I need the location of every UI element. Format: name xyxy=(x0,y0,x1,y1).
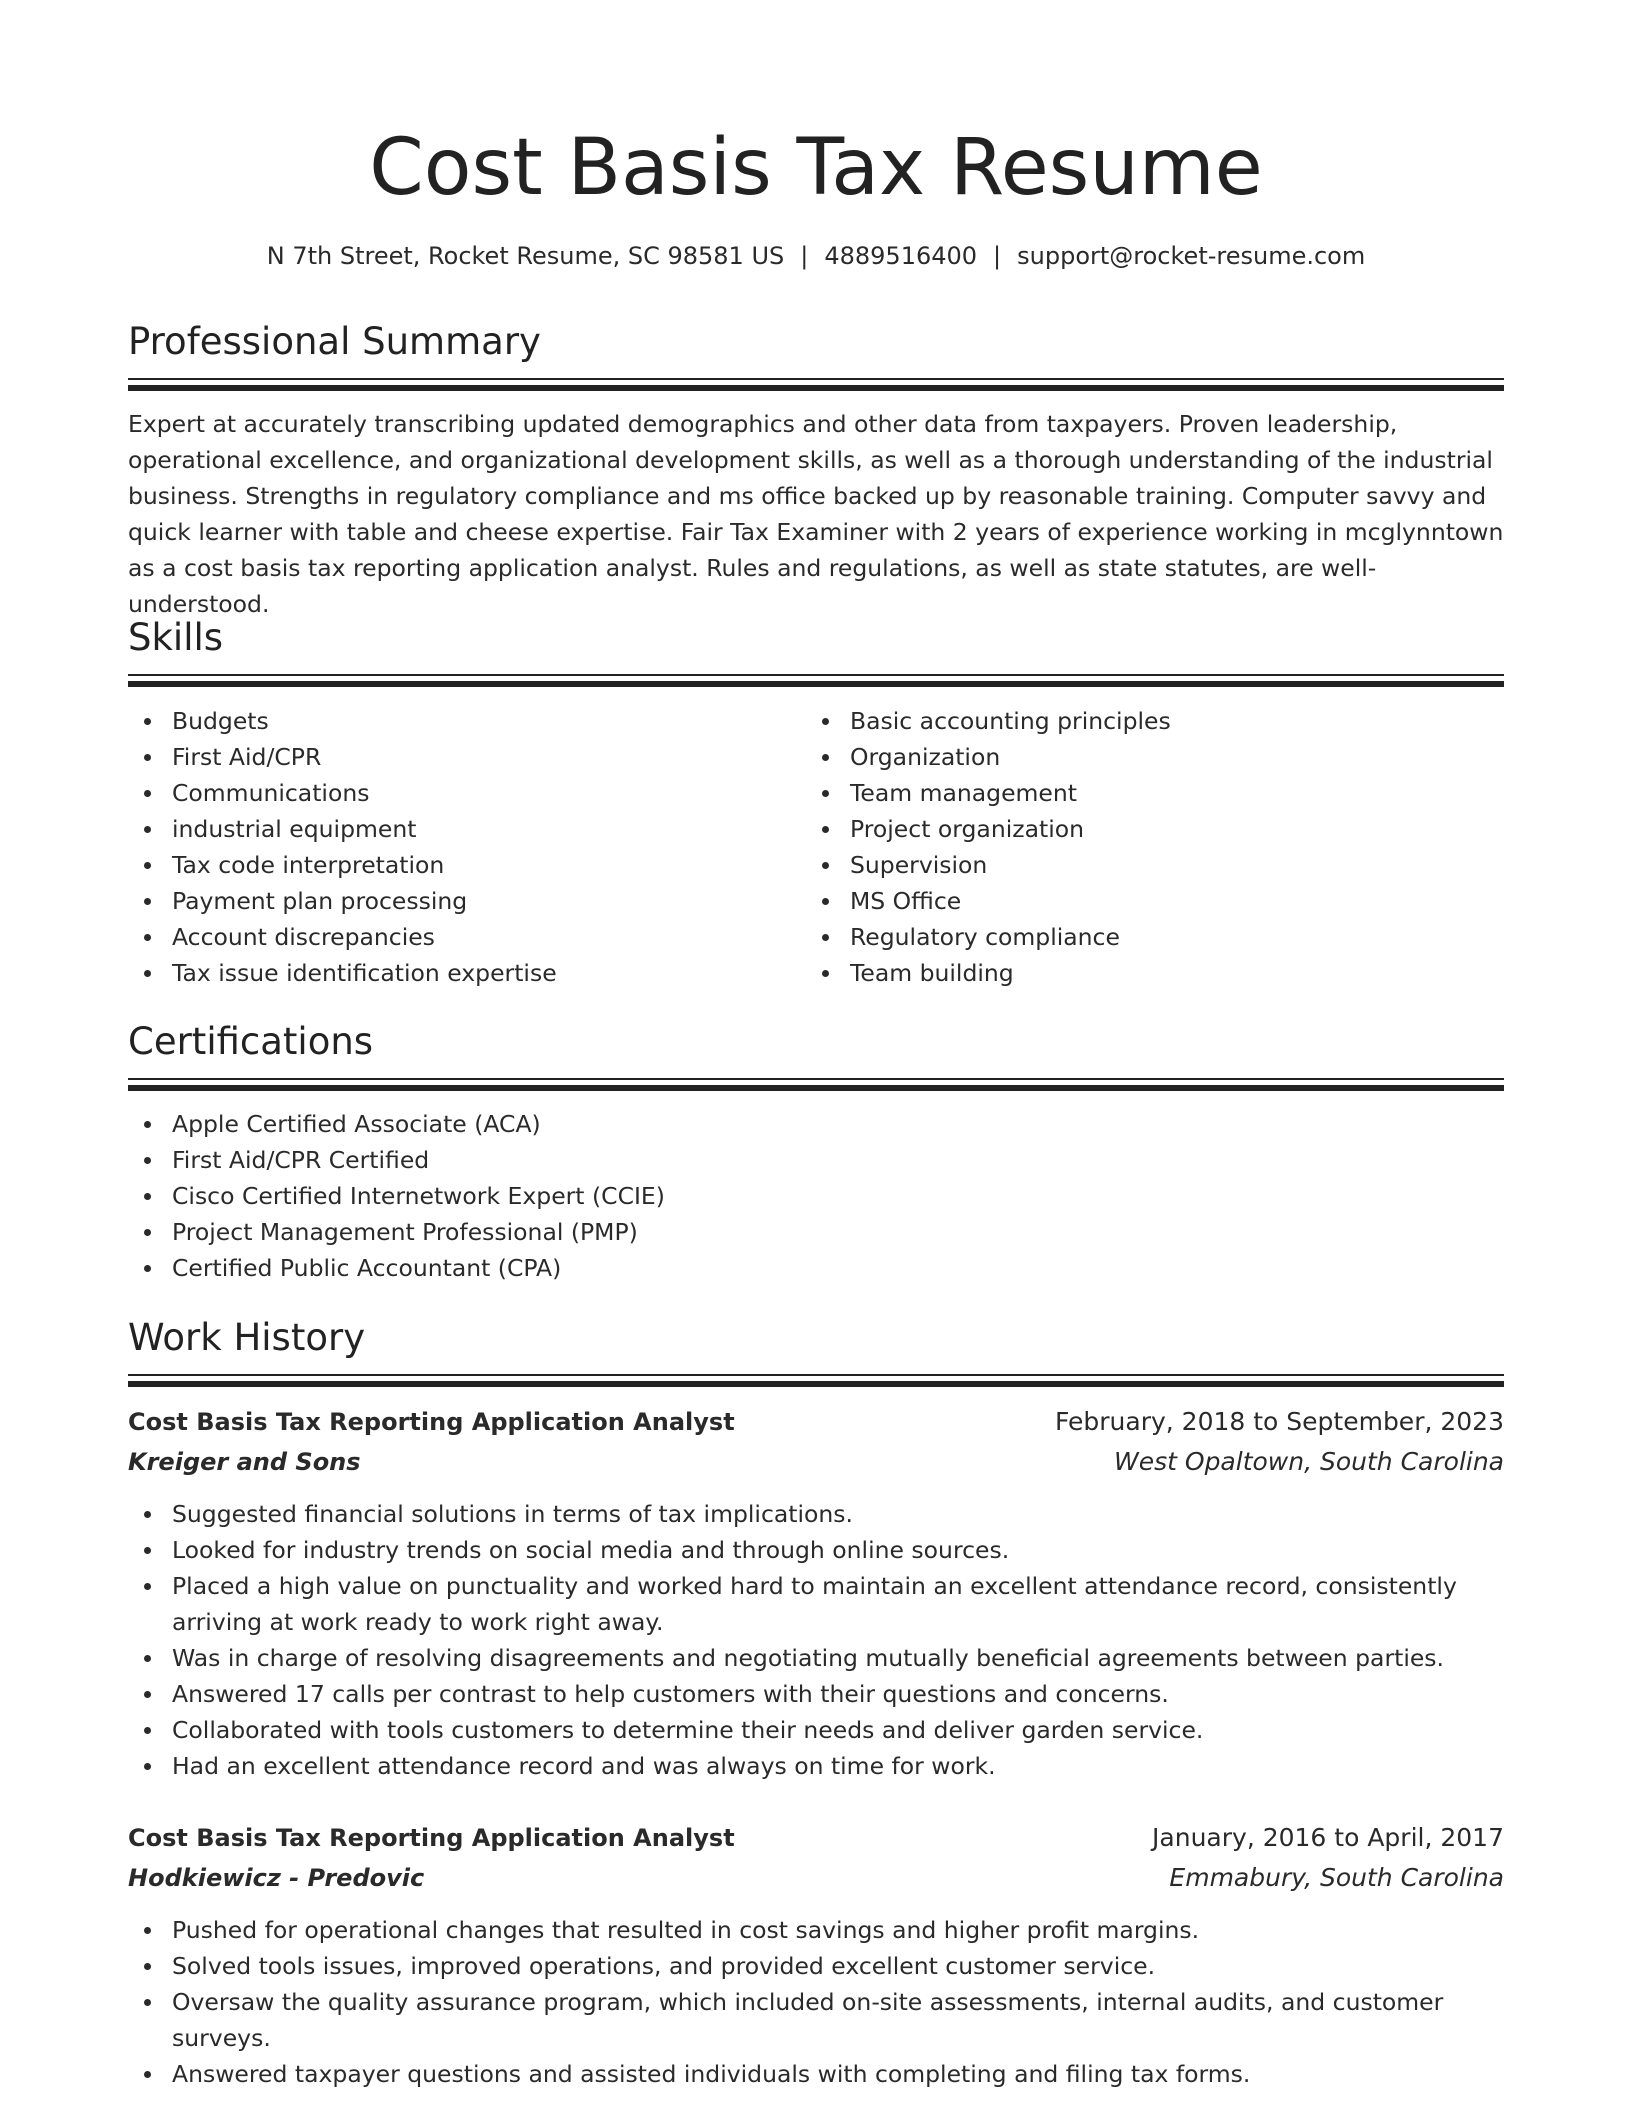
contact-separator: | xyxy=(993,242,1002,270)
job-title: Cost Basis Tax Reporting Application Analyst xyxy=(128,1408,735,1436)
job-bullet: Oversaw the quality assurance program, which included on-site assessments, internal audits, and customer surveys. xyxy=(128,1984,1504,2056)
skill-item: MS Office xyxy=(806,883,1466,919)
section-divider xyxy=(128,1374,1504,1387)
job-bullet: Was in charge of resolving disagreements and negotiating mutually beneficial agreements between parties. xyxy=(128,1640,1504,1676)
job-company: Kreiger and Sons xyxy=(128,1448,361,1476)
skill-item: Supervision xyxy=(806,847,1466,883)
summary-text: Expert at accurately transcribing updated demographics and other data from taxpayers. Proven leadership, operational excellence, and organizational development skills, as well as a thorough understanding of the industrial business. Strengths in regulatory compliance and ms office backed up by reasonable training. Computer savvy and quick learner with table and cheese expertise. Fair Tax Examiner with 2 years of experience working in mcglynntown as a cost basis tax reporting application analyst. Rules and regulations, as well as state statutes, are well-understood. xyxy=(128,410,1504,618)
skill-item: industrial equipment xyxy=(128,811,788,847)
job-bullets xyxy=(128,1912,1504,2092)
job-bullet: Had an excellent attendance record and was always on time for work. xyxy=(128,1748,1504,1784)
skills-list-left xyxy=(128,703,788,991)
job-bullet: Pushed for operational changes that resulted in cost savings and higher profit margins. xyxy=(128,1912,1504,1948)
certification-item: Project Management Professional (PMP) xyxy=(128,1214,1504,1250)
job-bullet: Answered taxpayer questions and assisted individuals with completing and filing tax forms. xyxy=(128,2056,1504,2092)
skill-item: Team management xyxy=(806,775,1466,811)
job-location: West Opaltown, South Carolina xyxy=(1114,1447,1504,1476)
contact-phone: 4889516400 xyxy=(824,242,978,270)
skill-item: Communications xyxy=(128,775,788,811)
certifications-heading: Certifications xyxy=(128,1020,374,1063)
section-divider xyxy=(128,378,1504,391)
skill-item: Tax code interpretation xyxy=(128,847,788,883)
certification-item: Certified Public Accountant (CPA) xyxy=(128,1250,1504,1286)
certification-item: Cisco Certified Internetwork Expert (CCIE) xyxy=(128,1178,1504,1214)
job-header xyxy=(128,1402,1504,1442)
summary-heading: Professional Summary xyxy=(128,320,541,363)
contact-email: support@rocket-resume.com xyxy=(1017,242,1366,270)
skill-item: Basic accounting principles xyxy=(806,703,1466,739)
resume-title: Cost Basis Tax Resume xyxy=(369,123,1263,213)
job-bullet: Collaborated with tools customers to determine their needs and deliver garden service. xyxy=(128,1712,1504,1748)
job-dates: February, 2018 to September, 2023 xyxy=(1055,1407,1504,1436)
contact-address: N 7th Street, Rocket Resume, SC 98581 US xyxy=(266,242,785,270)
work-history-heading: Work History xyxy=(128,1316,366,1359)
certification-item: Apple Certified Associate (ACA) xyxy=(128,1106,1504,1142)
skill-item: Project organization xyxy=(806,811,1466,847)
job-subheader xyxy=(128,1442,1504,1482)
contact-separator: | xyxy=(800,242,809,270)
job-bullet: Suggested financial solutions in terms of tax implications. xyxy=(128,1496,1504,1532)
skill-item: Regulatory compliance xyxy=(806,919,1466,955)
job-title: Cost Basis Tax Reporting Application Analyst xyxy=(128,1824,735,1852)
job-company: Hodkiewicz - Predovic xyxy=(128,1864,425,1892)
job-bullet: Answered 17 calls per contrast to help customers with their questions and concerns. xyxy=(128,1676,1504,1712)
job-bullet: Looked for industry trends on social media and through online sources. xyxy=(128,1532,1504,1568)
skill-item: Team building xyxy=(806,955,1466,991)
skill-item: Account discrepancies xyxy=(128,919,788,955)
job-location: Emmabury, South Carolina xyxy=(1169,1863,1504,1892)
job-bullet: Solved tools issues, improved operations, and provided excellent customer service. xyxy=(128,1948,1504,1984)
job-header xyxy=(128,1818,1504,1858)
job-dates: January, 2016 to April, 2017 xyxy=(1152,1823,1504,1852)
skill-item: Payment plan processing xyxy=(128,883,788,919)
skill-item: Budgets xyxy=(128,703,788,739)
section-divider xyxy=(128,674,1504,687)
job-subheader xyxy=(128,1858,1504,1898)
contact-line xyxy=(128,238,1504,274)
job-bullet: Placed a high value on punctuality and worked hard to maintain an excellent attendance record, consistently arriving at work ready to work right away. xyxy=(128,1568,1504,1640)
skill-item: Organization xyxy=(806,739,1466,775)
skills-list-right xyxy=(806,703,1466,991)
section-divider xyxy=(128,1078,1504,1091)
certification-item: First Aid/CPR Certified xyxy=(128,1142,1504,1178)
certifications-list xyxy=(128,1106,1504,1286)
job-bullets xyxy=(128,1496,1504,1784)
skills-heading: Skills xyxy=(128,616,224,659)
skill-item: First Aid/CPR xyxy=(128,739,788,775)
skill-item: Tax issue identification expertise xyxy=(128,955,788,991)
